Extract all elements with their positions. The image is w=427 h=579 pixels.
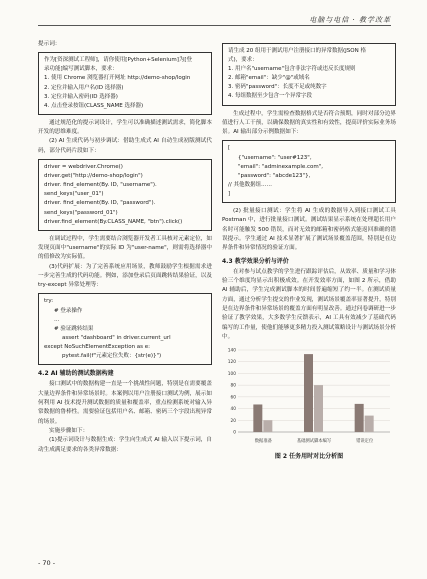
box-line: 4. 每组数据至少包含一个异常字段 — [228, 93, 312, 100]
prompt-box-2 — [222, 43, 396, 106]
prompt-box-1 — [38, 52, 212, 115]
chart-svg — [222, 346, 396, 446]
box-line: 请生成 20 组用于测试用户注册接口的异常数据(JSON 格 — [228, 48, 366, 54]
bar-chart — [222, 346, 396, 462]
x-tick-label: 基础测试脚本编写 — [296, 439, 332, 445]
bar — [304, 354, 313, 432]
code-line: # 登录操作 — [54, 307, 83, 314]
box-line: 作为[资深测试工程师]，请你使用[Python+Selenium]为[登 — [44, 57, 193, 64]
code-line: driver. find_element(By. ID, "password"). send_keys("password_01") — [44, 200, 156, 216]
y-tick-label: 120 — [227, 360, 236, 366]
y-tick-label: 0 — [233, 430, 236, 436]
code-line: "password": "abcde123"}, — [238, 172, 311, 179]
code-line: // 其他数据组…… — [228, 181, 272, 188]
paragraph: 接口测试中的数据构建一直是一个挑战性问题，特别是在需要覆盖大量边界条件和异常场景时。本案例以用户注册接口测试为例，展示如何利用 AI 技术提升测试数据的质量和覆盖率，重点检测系统对输入异常数据的鲁棒性。需要验证包括用户名、邮箱、密码三个字段出现异常的场景。 — [38, 381, 212, 425]
code-line: assert "dashboard" in driver.current_url — [62, 334, 171, 341]
running-header — [38, 11, 391, 26]
box-line: 1. 用户名"username"包含非法字符或违反长度规则 — [228, 66, 356, 73]
code-line: except NoSuchElementException as e: — [44, 343, 151, 350]
paragraph: 生成过程中，学生需检查数据格式是否符合预期，同时对部分边界值进行人工干预，以确保数据的真实性和有效性，提高评价实际业务场景。AI 输出部分示例数据如下： — [222, 110, 396, 136]
code-line: "email": "adminexample.com", — [238, 163, 324, 170]
box-line: 式)，要求： — [228, 57, 258, 64]
paragraph: (1)提示词设计与数据生成：学生向生成式 AI 输入以下提示词，自动生成满足要求的各类异常数据： — [38, 437, 212, 453]
paragraph: (2) AI 生成代码与初步调试：借助生成式 AI 自动生成初版测试代码，部分代码片段如下： — [38, 138, 212, 154]
box-line: 4. 点击登录按钮(CLASS_NAME 选择器) — [44, 102, 144, 109]
y-tick-label: 20 — [230, 418, 236, 424]
y-tick-label: 80 — [230, 383, 236, 389]
bar — [253, 405, 262, 433]
x-tick-label: 数据准备 — [254, 439, 272, 445]
paragraph: 实施步骤如下： — [49, 427, 89, 434]
paragraph: 提示词： — [38, 41, 61, 47]
y-tick-label: 60 — [230, 395, 236, 401]
paragraph: (2) 批量接口测试：学生将 AI 生成的数据导入到接口测试工具 Postman 中，进行批量接口测试。测试结果显示系统在处理超长用户名时可能触发 500 错误，而对无效的邮箱和密码格式能返回准确的错误提示。学生通过 AI 技术显著扩展了测试场景覆盖范围，特别是在边界条件和异常情况的验证方面。 — [222, 208, 396, 252]
box-line: 2. 邮箱"email"：缺少"@"或域名 — [228, 75, 310, 82]
code-box-2 — [38, 293, 212, 365]
bar — [355, 404, 364, 432]
paragraph: 在调试过程中，学生需要结合浏览器开发者工具核对元素定位，如发现页面中"username"的实际 ID 为"user-name"，则需将选择器中的值修改为实际值。 — [38, 235, 212, 261]
page-number: - 70 - — [38, 559, 56, 567]
journal-title: 电脑与电信 · 教学改革 — [309, 16, 391, 24]
paragraph: (3)代码扩展：为了完善系统应用场景，教师鼓励学生根据需求进一步完善生成的代码功能。例如，添加登录后页面跳转结果验证，以及 try-except 异常处理等： — [38, 263, 212, 289]
y-tick-label: 100 — [227, 372, 236, 378]
code-line: try: — [44, 298, 54, 305]
json-box — [222, 140, 396, 203]
paragraph: 在对参与试点教学的学生进行跟踪评估后，从效率、质量和学习体验三个维度均显示出积极成效。在开发效率方面，如图 2 所示，借助 AI 辅助后，学生完成测试脚本的时间普遍缩短了约一半。在测试质量方面，通过分析学生提交的作业发现，测试场景覆盖率显著提升，特别是在边界条件和异常场景的覆盖方面有明显改善。通过问卷调研进一步验证了教学效果，大多数学生反馈表示，AI 工具有效减少了基础代码编写的工作量，使他们能够更多精力投入测试策略设计与测试场景分析中。 — [222, 268, 396, 340]
x-tick-label: 错误定位 — [356, 439, 374, 445]
right-column — [222, 40, 396, 462]
box-line: 录功能]编写测试脚本，要求： — [44, 66, 118, 73]
box-line: 3. 密码"password"：长度不足或纯数字 — [228, 84, 327, 91]
code-line: {"username": "user#123", — [238, 154, 312, 161]
bar — [365, 416, 374, 432]
bar — [314, 385, 323, 432]
paragraph: 通过规范化的提示词设计，学生可以准确描述测试需求，简化脚本开发的思维难度。 — [38, 119, 212, 136]
code-line: # 验证跳转结果 — [54, 325, 94, 332]
code-line: ] — [228, 190, 231, 197]
code-line: driver.find_element(By.CLASS_NAME, "btn").click() — [44, 218, 183, 225]
code-line: pytest.fail(f"元素定位失败：{str(e)}") — [62, 353, 162, 360]
box-line: 2. 定位并输入用户名(ID 选择器) — [44, 84, 124, 91]
box-line: 1. 使用 Chrome 浏览器打开网址 http://demo-shop/login — [44, 75, 191, 82]
figure-caption: 图 2 任务用时对比分析图 — [274, 453, 344, 461]
code-line: driver = webdriver.Chrome() — [44, 164, 123, 171]
bar — [263, 420, 272, 432]
y-tick-label: 40 — [230, 407, 236, 413]
code-line: [ — [228, 145, 231, 152]
code-line: driver.get("http://demo-shop/login") — [44, 173, 143, 180]
box-line: 3. 定位并输入密码(ID 选择器) — [44, 93, 118, 100]
y-tick-label: 140 — [227, 348, 236, 354]
code-line: driver. find_element(By. ID, "username"). send_keys("user_01") — [44, 182, 157, 198]
code-line: … — [54, 316, 60, 323]
code-box-1 — [38, 159, 212, 231]
section-heading: 4.2 AI 辅助的测试数据构建 — [38, 370, 114, 378]
section-heading: 4.3 教学效果分析与评价 — [222, 257, 289, 265]
left-column — [38, 40, 212, 455]
